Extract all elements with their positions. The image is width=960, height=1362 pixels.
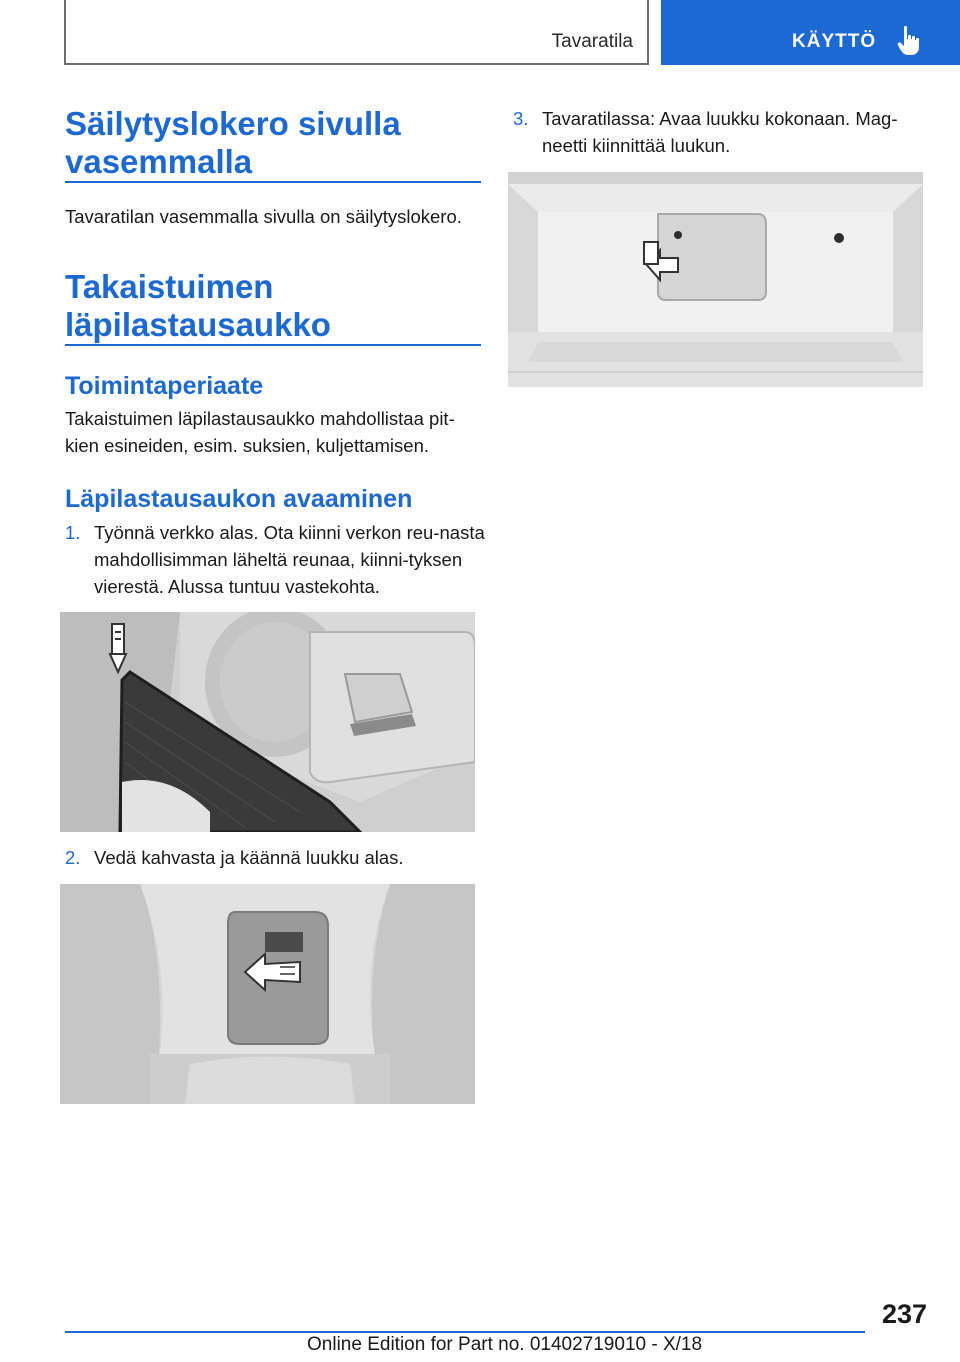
step-number: 1.	[65, 522, 81, 543]
footer-rule	[65, 1331, 865, 1333]
illustration-hatch-handle	[60, 884, 475, 1104]
header-section-title: Tavaratila	[551, 31, 633, 52]
header-chapter-label: KÄYTTÖ	[792, 31, 877, 52]
subheading-opening: Läpilastausaukon avaaminen	[65, 485, 413, 513]
illustration-net-push-down	[60, 612, 475, 832]
header-section-box	[64, 0, 649, 65]
paragraph-storage: Tavaratilan vasemmalla sivulla on säilytyslokero.	[65, 206, 462, 227]
subheading-principle: Toimintaperiaate	[65, 372, 264, 400]
step-number: 3.	[513, 108, 529, 129]
step-number: 2.	[65, 847, 81, 868]
step-text: Vedä kahvasta ja käännä luukku alas.	[94, 847, 404, 868]
step-text: Työnnä verkko alas. Ota kiinni verkon reu-nasta mahdollisimman läheltä reunaa, kiinni-tyksen vierestä. Alussa tuntuu vastekohta.	[94, 522, 485, 597]
footer-edition: Online Edition for Part no. 01402719010 - X/18	[307, 1334, 703, 1355]
heading-storage-compartment: Säilytyslokero sivulla vasemmalla	[65, 105, 401, 180]
paragraph-principle: Takaistuimen läpilastausaukko mahdollistaa pit-kien esineiden, esim. suksien, kuljettamisen.	[65, 408, 455, 456]
heading-rule	[65, 181, 481, 183]
page-number: 237	[881, 1299, 927, 1329]
hand-pointer-icon	[897, 24, 923, 56]
heading-rule	[65, 344, 481, 346]
step-text: Tavaratilassa: Avaa luukku kokonaan. Mag-neetti kiinnittää luukun.	[542, 108, 898, 156]
heading-passthrough: Takaistuimen läpilastausaukko	[65, 268, 331, 343]
header-chapter-tab[interactable]	[661, 0, 960, 65]
illustration-hatch-open-magnet	[508, 172, 923, 387]
